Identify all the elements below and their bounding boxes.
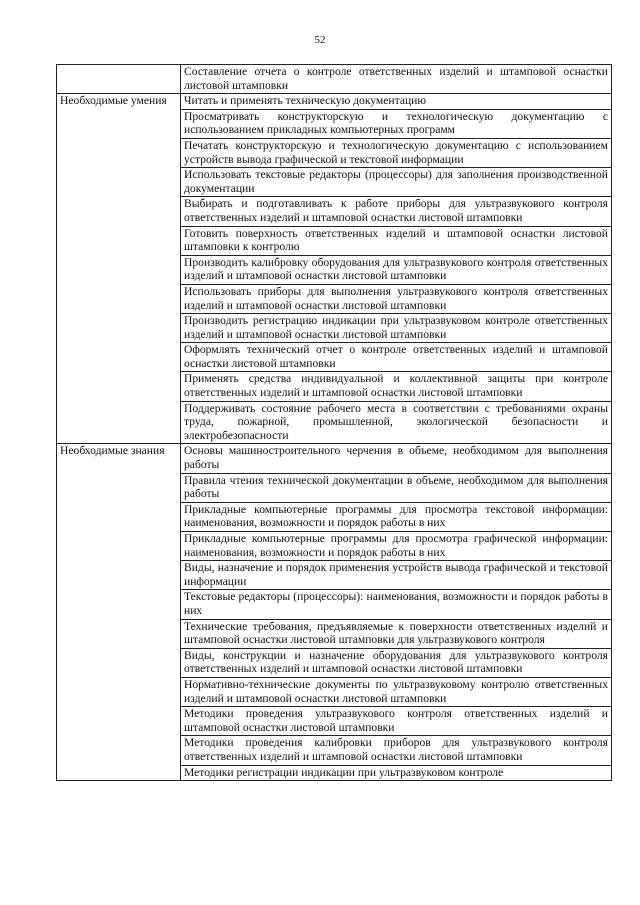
page-number: 52 [314, 34, 326, 46]
knowledge-item: Технические требования, предъявляемые к поверхности ответственных изделий и штамповой оснастки листовой штамповки для ультразвукового контроля [181, 619, 612, 648]
knowledge-item: Текстовые редакторы (процессоры): наименования, возможности и порядок работы в них [181, 590, 612, 619]
skills-item: Просматривать конструкторскую и технологическую документацию с использованием прикладных компьютерных программ [181, 109, 612, 138]
knowledge-item: Методики регистрации индикации при ультразвуковом контроле [181, 765, 612, 781]
skills-item: Использовать приборы для выполнения ультразвукового контроля ответственных изделий и штамповой оснастки листовой штамповки [181, 284, 612, 313]
knowledge-item: Прикладные компьютерные программы для просмотра графической информации: наименования, возможности и порядок работы в них [181, 532, 612, 561]
knowledge-item: Правила чтения технической документации в объеме, необходимом для выполнения работы [181, 473, 612, 502]
skills-item: Оформлять технический отчет о контроле ответственных изделий и штамповой оснастки листовой штамповки [181, 343, 612, 372]
knowledge-item: Нормативно-технические документы по ультразвуковому контролю ответственных изделий и штамповой оснастки листовой штамповки [181, 677, 612, 706]
skills-label: Необходимые умения [57, 94, 181, 444]
skills-item: Поддерживать состояние рабочего места в соответствии с требованиями охраны труда, пожарной, промышленной, экологической безопасности и электробезопасности [181, 401, 612, 444]
table-row [57, 65, 612, 94]
knowledge-item: Методики проведения ультразвукового контроля ответственных изделий и штамповой оснастки листовой штамповки [181, 707, 612, 736]
skills-item: Применять средства индивидуальной и коллективной защиты при контроле ответственных изделий и штамповой оснастки листовой штамповки [181, 372, 612, 401]
skills-item: Производить калибровку оборудования для ультразвукового контроля ответственных изделий и штамповой оснастки листовой штамповки [181, 255, 612, 284]
skills-item: Производить регистрацию индикации при ультразвуковом контроле ответственных изделий и штамповой оснастки листовой штамповки [181, 314, 612, 343]
knowledge-item: Прикладные компьютерные программы для просмотра текстовой информации: наименования, возможности и порядок работы в них [181, 502, 612, 531]
knowledge-item: Виды, конструкции и назначение оборудования для ультразвукового контроля ответственных изделий и штамповой оснастки листовой штамповки [181, 648, 612, 677]
skills-item: Готовить поверхность ответственных изделий и штамповой оснастки листовой штамповки к контролю [181, 226, 612, 255]
knowledge-item: Основы машиностроительного черчения в объеме, необходимом для выполнения работы [181, 444, 612, 473]
knowledge-item: Методики проведения калибровки приборов для ультразвукового контроля ответственных изделий и штамповой оснастки листовой штамповки [181, 736, 612, 765]
intro-item: Составление отчета о контроле ответственных изделий и штамповой оснастки листовой штамповки [181, 65, 612, 94]
skills-item: Использовать текстовые редакторы (процессоры) для заполнения производственной документации [181, 168, 612, 197]
skills-item: Читать и применять техническую документацию [181, 94, 612, 110]
knowledge-label: Необходимые знания [57, 444, 181, 781]
table-row [57, 94, 612, 110]
skills-item: Печатать конструкторскую и технологическую документацию с использованием устройств вывода графической и текстовой информации [181, 138, 612, 167]
skills-item: Выбирать и подготавливать к работе приборы для ультразвукового контроля ответственных изделий и штамповой оснастки листовой штамповки [181, 197, 612, 226]
competency-table [56, 64, 612, 781]
empty-label-cell [57, 65, 181, 94]
knowledge-item: Виды, назначение и порядок применения устройств вывода графической и текстовой информации [181, 561, 612, 590]
table-row [57, 444, 612, 473]
